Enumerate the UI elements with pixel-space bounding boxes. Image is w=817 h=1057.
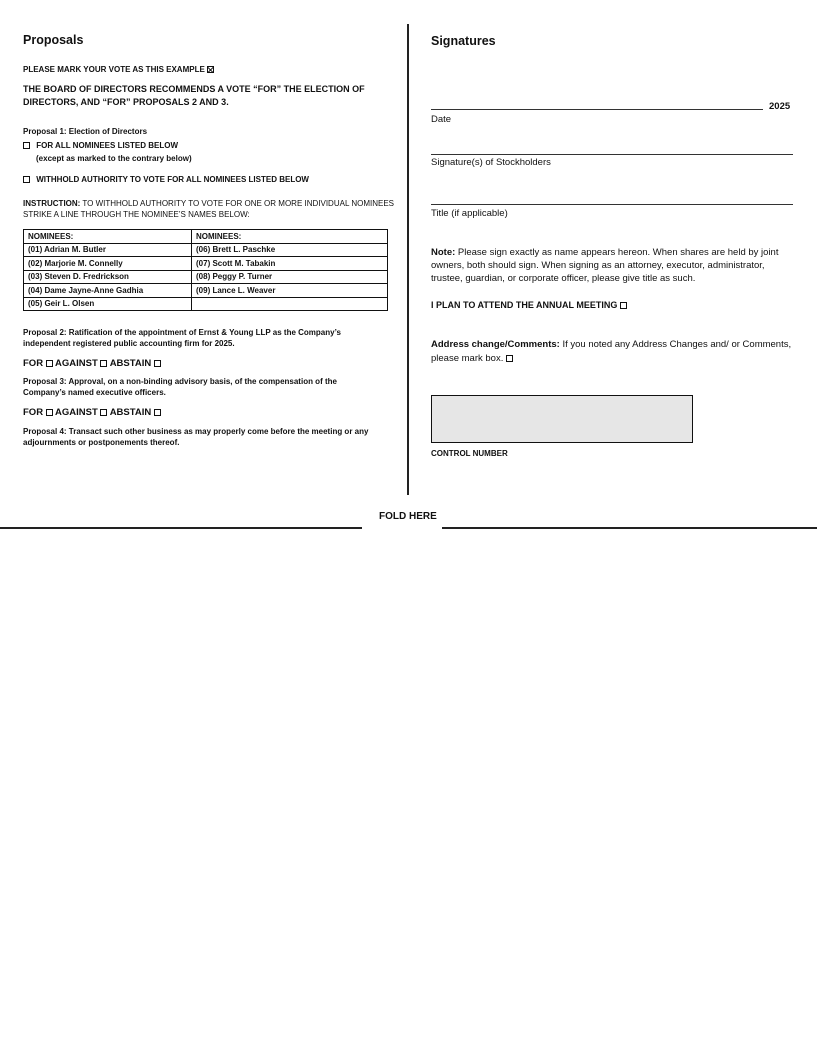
signature-label: Signature(s) of Stockholders: [431, 157, 551, 168]
nominee-cell[interactable]: (03) Steven D. Fredrickson: [24, 270, 192, 284]
table-row: [24, 270, 388, 284]
for-all-checkbox[interactable]: [23, 142, 30, 149]
p2-abstain-checkbox[interactable]: [154, 360, 161, 367]
board-rec-line1: THE BOARD OF DIRECTORS RECOMMENDS A VOTE “FOR” THE ELECTION OF: [23, 84, 365, 94]
proposal1-title: Proposal 1: Election of Directors: [23, 127, 148, 136]
p3-abstain-checkbox[interactable]: [154, 409, 161, 416]
address-line2: please mark box.: [431, 353, 504, 364]
address-change-checkbox[interactable]: [506, 355, 513, 362]
note-line2: owners, both should sign. When signing as an attorney, executor, administrator,: [431, 260, 765, 271]
table-row: [24, 284, 388, 298]
attend-checkbox[interactable]: [620, 302, 627, 309]
p2-for-checkbox[interactable]: [46, 360, 53, 367]
proposal3-line2: Company’s named executive officers.: [23, 388, 166, 397]
proposal4-line2: adjournments or postponements thereof.: [23, 438, 180, 447]
nominee-cell[interactable]: (05) Geir L. Olsen: [24, 297, 192, 311]
for-all-option: [23, 141, 178, 150]
nominee-cell[interactable]: (09) Lance L. Weaver: [192, 284, 388, 298]
table-row: [24, 243, 388, 257]
p3-for-label: FOR: [23, 407, 44, 418]
proposal3-vote-options: [23, 407, 161, 418]
fold-here-label: FOLD HERE: [379, 511, 437, 522]
title-line[interactable]: [431, 204, 793, 205]
nominee-cell[interactable]: (04) Dame Jayne-Anne Gadhia: [24, 284, 192, 298]
for-all-label: FOR ALL NOMINEES LISTED BELOW: [36, 141, 179, 150]
date-line[interactable]: [431, 109, 763, 110]
example-x-checkbox-icon: [207, 66, 214, 73]
proposal4-line1: Proposal 4: Transact such other business as may properly come before the meeting or any: [23, 427, 369, 436]
mark-example-line: [23, 65, 214, 74]
for-all-except-label: (except as marked to the contrary below): [36, 154, 192, 163]
proposal2-text: [23, 327, 341, 349]
date-label: Date: [431, 114, 452, 125]
attend-label: I PLAN TO ATTEND THE ANNUAL MEETING: [431, 300, 618, 310]
nominee-cell[interactable]: (07) Scott M. Tabakin: [192, 257, 388, 271]
proposal3-line1: Proposal 3: Approval, on a non-binding advisory basis, of the compensation of the: [23, 377, 337, 386]
nominees-header-1: NOMINEES:: [24, 230, 192, 244]
withhold-all-option: [23, 175, 309, 184]
p2-for-label: FOR: [23, 358, 44, 369]
p3-for-checkbox[interactable]: [46, 409, 53, 416]
fold-line-right: [442, 527, 817, 529]
p2-against-label: AGAINST: [55, 358, 98, 369]
column-divider: [407, 24, 409, 495]
title-label: Title (if applicable): [431, 208, 508, 219]
p3-abstain-label: ABSTAIN: [109, 407, 152, 418]
attend-option: [431, 300, 627, 310]
p3-against-label: AGAINST: [55, 407, 98, 418]
table-row: [24, 257, 388, 271]
nominees-table: [23, 229, 388, 311]
year-label: 2025: [769, 101, 791, 112]
nominee-cell[interactable]: (06) Brett L. Paschke: [192, 243, 388, 257]
nominee-cell[interactable]: (01) Adrian M. Butler: [24, 243, 192, 257]
proposal2-line2: independent registered public accounting firm for 2025.: [23, 339, 235, 348]
withhold-all-label: WITHHOLD AUTHORITY TO VOTE FOR ALL NOMINEES LISTED BELOW: [36, 175, 309, 184]
nominee-cell-empty: [192, 297, 388, 311]
note-line1: Please sign exactly as name appears hereon. When shares are held by joint: [457, 247, 779, 258]
control-number-label: CONTROL NUMBER: [431, 449, 508, 458]
p2-against-checkbox[interactable]: [100, 360, 107, 367]
address-line1: If you noted any Address Changes and/ or Comments,: [562, 339, 792, 350]
fold-line-left: [0, 527, 362, 529]
instruction-block: [23, 198, 394, 220]
note-line3: trustee, guardian, or corporate officer, please give title as such.: [431, 273, 696, 284]
instruction-line2: STRIKE A LINE THROUGH THE NOMINEE’S NAMES BELOW:: [23, 210, 250, 219]
withhold-all-checkbox[interactable]: [23, 176, 30, 183]
proposal4-text: [23, 426, 368, 448]
table-row: [24, 297, 388, 311]
signature-line[interactable]: [431, 154, 793, 155]
nominee-cell[interactable]: (08) Peggy P. Turner: [192, 270, 388, 284]
board-rec-line2: DIRECTORS, AND “FOR” PROPOSALS 2 AND 3.: [23, 97, 229, 107]
proposal2-vote-options: [23, 358, 161, 369]
table-header-row: [24, 230, 388, 244]
note-label: Note:: [431, 247, 456, 258]
nominees-header-2: NOMINEES:: [192, 230, 388, 244]
signatures-title: Signatures: [431, 34, 496, 48]
board-recommendation: [23, 83, 365, 109]
nominee-cell[interactable]: (02) Marjorie M. Connelly: [24, 257, 192, 271]
instruction-line1: TO WITHHOLD AUTHORITY TO VOTE FOR ONE OR MORE INDIVIDUAL NOMINEES: [82, 199, 394, 208]
p3-against-checkbox[interactable]: [100, 409, 107, 416]
proposals-title: Proposals: [23, 33, 84, 47]
p2-abstain-label: ABSTAIN: [109, 358, 152, 369]
note-block: [431, 246, 778, 285]
control-number-box: [431, 395, 693, 443]
address-label: Address change/Comments:: [431, 339, 560, 350]
instruction-label: INSTRUCTION:: [23, 199, 81, 208]
proposal2-line1: Proposal 2: Ratification of the appointment of Ernst & Young LLP as the Company’s: [23, 328, 341, 337]
mark-example-text: PLEASE MARK YOUR VOTE AS THIS EXAMPLE: [23, 65, 205, 74]
address-change-block: [431, 338, 791, 366]
proposal3-text: [23, 376, 337, 398]
